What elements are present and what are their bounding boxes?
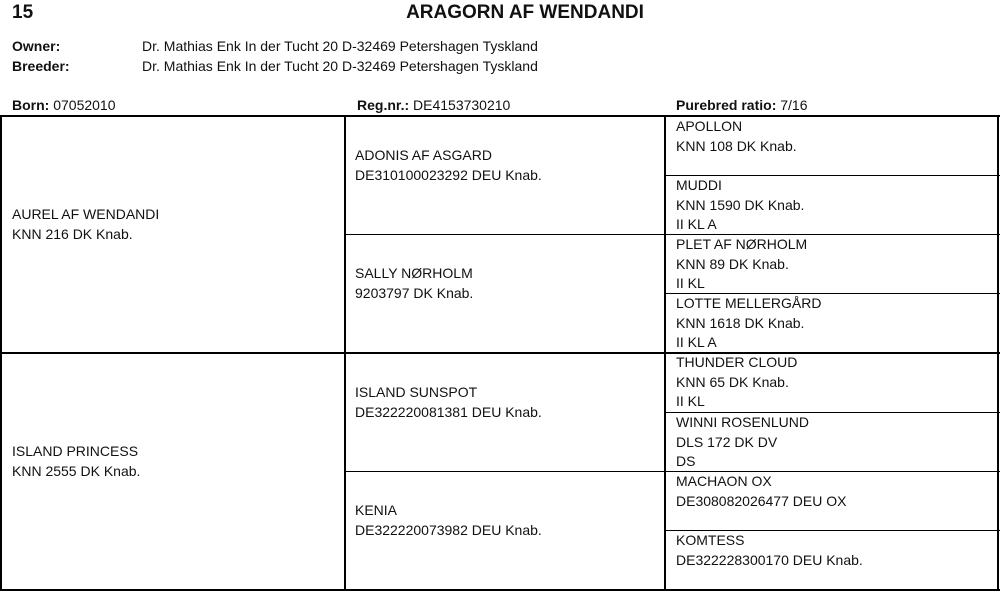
dds-reg: DE308082026477 DEU OX bbox=[676, 492, 847, 509]
dam-sire-reg: DE322220081381 DEU Knab. bbox=[355, 403, 542, 420]
sire-name: AUREL AF WENDANDI bbox=[12, 206, 160, 222]
reg-label: Reg.nr.: bbox=[357, 97, 410, 113]
dsd-name: WINNI ROSENLUND bbox=[676, 414, 810, 430]
grid-sire-divider bbox=[344, 234, 1000, 235]
ddd-name: KOMTESS bbox=[676, 532, 745, 548]
sdd-name: LOTTE MELLERGÅRD bbox=[676, 295, 822, 311]
ratio-field bbox=[676, 97, 808, 113]
grid-dam-divider bbox=[344, 471, 1000, 472]
sds-name: PLET AF NØRHOLM bbox=[676, 236, 808, 252]
sire-sire-reg: DE310100023292 DEU Knab. bbox=[355, 166, 542, 183]
ddd-cell bbox=[676, 531, 863, 570]
sire-dam-reg: 9203797 DK Knab. bbox=[355, 284, 474, 301]
dam-sire-cell bbox=[355, 383, 542, 422]
ddd-reg: DE322228300170 DEU Knab. bbox=[676, 551, 863, 568]
grid-top-border bbox=[0, 115, 1000, 117]
breeder-value: Dr. Mathias Enk In der Tucht 20 D-32469 Petershagen Tyskland bbox=[142, 58, 538, 74]
dsd-note: DS bbox=[676, 453, 696, 469]
owner-label: Owner: bbox=[12, 38, 61, 54]
sire-cell bbox=[12, 205, 159, 244]
dds-name: MACHAON OX bbox=[676, 473, 772, 489]
dss-reg: KNN 65 DK Knab. bbox=[676, 373, 789, 390]
page-title: ARAGORN AF WENDANDI bbox=[406, 2, 644, 23]
dss-name: THUNDER CLOUD bbox=[676, 354, 798, 370]
sss-reg: KNN 108 DK Knab. bbox=[676, 137, 797, 154]
sire-dam-name: SALLY NØRHOLM bbox=[355, 265, 473, 281]
sire-sire-cell bbox=[355, 146, 542, 185]
ssd-cell bbox=[676, 176, 804, 235]
sds-cell bbox=[676, 235, 807, 294]
ratio-value: 7/16 bbox=[780, 97, 808, 113]
dam-dam-reg: DE322220073982 DEU Knab. bbox=[355, 521, 542, 538]
ssd-reg: KNN 1590 DK Knab. bbox=[676, 196, 805, 213]
ssd-note: II KL A bbox=[676, 216, 717, 232]
dam-reg: KNN 2555 DK Knab. bbox=[12, 462, 141, 479]
dam-cell bbox=[12, 442, 140, 481]
sdd-cell bbox=[676, 294, 821, 353]
sss-cell bbox=[676, 117, 797, 156]
born-field bbox=[12, 97, 116, 113]
grid-mid-divider bbox=[0, 352, 1000, 354]
catalog-number: 15 bbox=[12, 2, 34, 23]
reg-value: DE4153730210 bbox=[413, 97, 511, 113]
breeder-label: Breeder: bbox=[12, 58, 70, 74]
ratio-label: Purebred ratio: bbox=[676, 97, 777, 113]
reg-field bbox=[357, 97, 510, 113]
sss-name: APOLLON bbox=[676, 118, 743, 134]
sire-reg: KNN 216 DK Knab. bbox=[12, 225, 133, 242]
born-value: 07052010 bbox=[53, 97, 116, 113]
sire-sire-name: ADONIS AF ASGARD bbox=[355, 147, 492, 163]
dam-dam-cell bbox=[355, 501, 542, 540]
dss-cell bbox=[676, 353, 797, 412]
sdd-note: II KL A bbox=[676, 334, 717, 350]
sdd-reg: KNN 1618 DK Knab. bbox=[676, 314, 805, 331]
dam-sire-name: ISLAND SUNSPOT bbox=[355, 384, 478, 400]
dam-name: ISLAND PRINCESS bbox=[12, 443, 139, 459]
sire-dam-cell bbox=[355, 264, 473, 303]
grid-bottom-border bbox=[0, 589, 1000, 591]
dam-dam-name: KENIA bbox=[355, 502, 398, 518]
sds-reg: KNN 89 DK Knab. bbox=[676, 255, 789, 272]
ssd-name: MUDDI bbox=[676, 177, 722, 193]
sds-note: II KL bbox=[676, 275, 705, 291]
owner-value: Dr. Mathias Enk In der Tucht 20 D-32469 Petershagen Tyskland bbox=[142, 38, 538, 54]
dds-cell bbox=[676, 472, 846, 511]
dss-note: II KL bbox=[676, 393, 705, 409]
dsd-cell bbox=[676, 413, 809, 472]
born-label: Born: bbox=[12, 97, 50, 113]
dsd-reg: DLS 172 DK DV bbox=[676, 433, 778, 450]
